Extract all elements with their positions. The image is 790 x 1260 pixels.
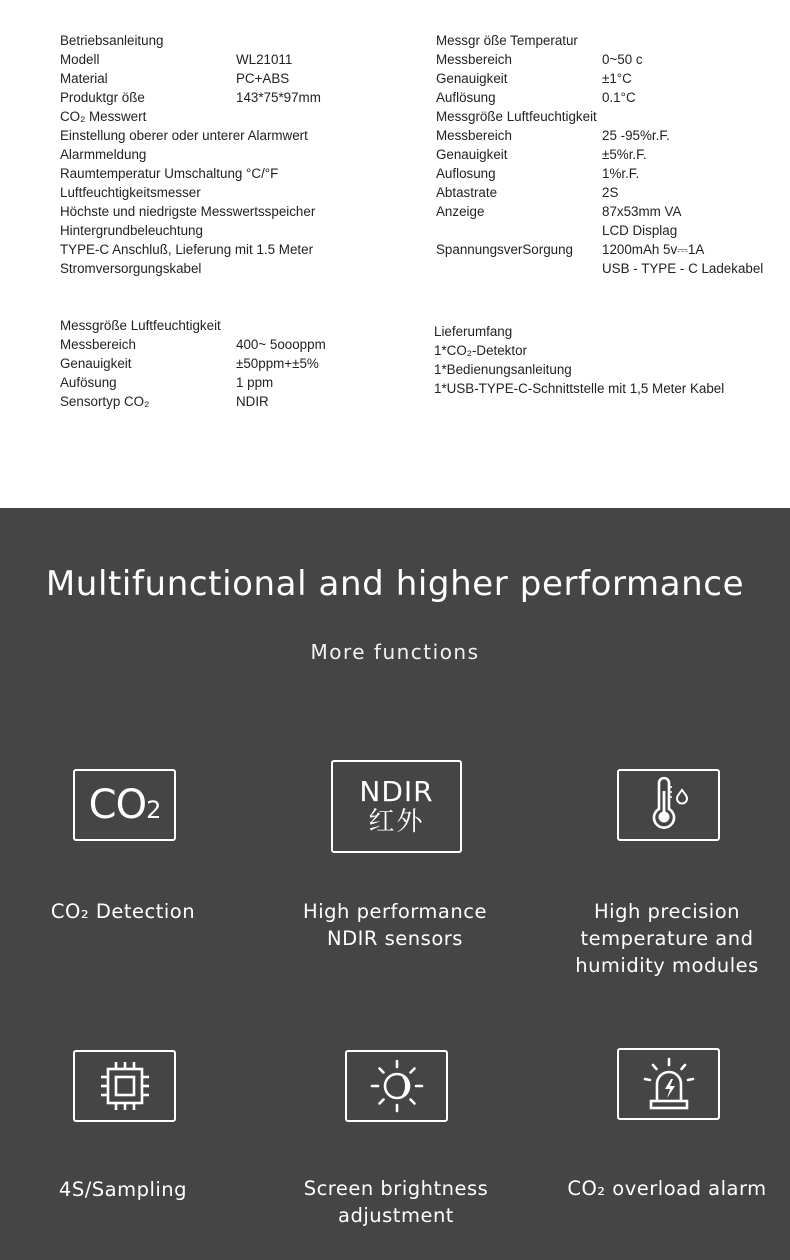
- spec-value: WL21011: [236, 52, 293, 67]
- spec-row: [60, 240, 315, 259]
- spec-row: [436, 88, 636, 107]
- spec-label: Auflösung: [436, 90, 496, 105]
- spec-label: Genauigkeit: [60, 356, 132, 371]
- spec-row: [60, 50, 315, 69]
- spec-label: Raumtemperatur Umschaltung °C/°F: [60, 166, 279, 181]
- spec-label: Auflosung: [436, 166, 496, 181]
- spec-label: Genauigkeit: [436, 71, 508, 86]
- spec-label: Messgröße Luftfeuchtigkeit: [436, 109, 597, 124]
- co2-icon-sub: 2: [146, 796, 161, 824]
- spec-value: ±50ppm+±5%: [236, 356, 319, 371]
- spec-label: TYPE-C Anschluß, Lieferung mit 1.5 Meter: [60, 242, 314, 257]
- spec-value: NDIR: [236, 394, 269, 409]
- ndir-icon-line2: 红外: [368, 806, 425, 837]
- spec-label: Messbereich: [60, 337, 136, 352]
- spec-row: [436, 107, 597, 126]
- spec-row: [60, 316, 221, 335]
- spec-label: Stromversorgungskabel: [60, 261, 202, 276]
- spec-label: 1*CO₂-Detektor: [434, 343, 528, 358]
- spec-label: SpannungsverSorgung: [436, 242, 573, 257]
- spec-value: 400~ 5oooppm: [236, 337, 326, 352]
- alarm-beacon-svg: [642, 1056, 696, 1112]
- spec-row: [434, 360, 724, 379]
- spec-row: [436, 69, 632, 88]
- spec-value: 1 ppm: [236, 375, 274, 390]
- spec-row: [60, 145, 315, 164]
- feature-label-co2-detection: CO₂ Detection: [50, 900, 196, 923]
- spec-row: [436, 259, 764, 278]
- feature-label-temp-humidity: High precision temperature and humidity modules: [575, 900, 759, 977]
- chip-svg: [98, 1059, 152, 1113]
- thermometer-droplet-icon: [617, 769, 720, 841]
- co2-icon-main: CO: [88, 782, 147, 828]
- spec-block-general: [60, 31, 321, 278]
- spec-row: [60, 69, 315, 88]
- spec-label: Anzeige: [436, 204, 485, 219]
- spec-label: Modell: [60, 52, 100, 67]
- feature-label-ndir-sensor: High performance NDIR sensors: [303, 900, 487, 950]
- spec-block-scope-of-delivery: [434, 322, 724, 398]
- spec-row: [60, 392, 269, 411]
- spec-value: USB - TYPE - C Ladekabel: [602, 261, 764, 276]
- spec-label: Betriebsanleitung: [60, 33, 164, 48]
- spec-value: 25 -95%r.F.: [602, 128, 670, 143]
- spec-label: Lieferumfang: [434, 324, 513, 339]
- spec-row: [436, 164, 640, 183]
- spec-label: Einstellung oberer oder unterer Alarmwert: [60, 128, 308, 143]
- spec-row: [436, 145, 647, 164]
- spec-label: Höchste und niedrigste Messwertsspeicher: [60, 204, 316, 219]
- spec-row: [60, 88, 321, 107]
- spec-label: 1*Bedienungsanleitung: [434, 362, 572, 377]
- spec-label: Messbereich: [436, 52, 512, 67]
- spec-block-temperature-humidity: [436, 31, 764, 278]
- spec-row: [436, 183, 619, 202]
- spec-row: [436, 126, 670, 145]
- spec-row: [434, 341, 724, 360]
- spec-value: LCD Displag: [602, 223, 678, 238]
- spec-label: 1*USB-TYPE-C-Schnittstelle mit 1,5 Meter Kabel: [434, 381, 725, 396]
- spec-label: Aufösung: [60, 375, 117, 390]
- ndir-icon-line1: NDIR: [359, 774, 434, 808]
- feature-label-sampling: 4S/Sampling: [58, 1178, 188, 1201]
- section-headline: Multifunctional and higher performance: [45, 564, 745, 604]
- spec-value: 1%r.F.: [602, 166, 640, 181]
- spec-row: [434, 379, 724, 398]
- spec-label: Messgr öße Temperatur: [436, 33, 578, 48]
- spec-value: 87x53mm VA: [602, 204, 682, 219]
- spec-row: [60, 335, 326, 354]
- thermometer-droplet-svg: [644, 777, 694, 833]
- spec-row: [60, 202, 315, 221]
- spec-label: Messgröße Luftfeuchtigkeit: [60, 318, 221, 333]
- spec-value: ±1°C: [602, 71, 632, 86]
- spec-label: Produktgr öße: [60, 90, 145, 105]
- feature-label-co2-alarm: CO₂ overload alarm: [567, 1177, 767, 1200]
- brightness-sun-icon: [345, 1050, 448, 1122]
- spec-label: Luftfeuchtigkeitsmesser: [60, 185, 201, 200]
- spec-row: [436, 202, 682, 221]
- spec-row: [436, 221, 678, 240]
- spec-row: [60, 126, 315, 145]
- spec-row: [60, 221, 315, 240]
- spec-label: Sensortyp CO₂: [60, 394, 150, 409]
- spec-row: [60, 259, 315, 278]
- spec-value: 1200mAh 5v⎓1A: [602, 242, 705, 257]
- co2-text-icon: [73, 769, 176, 841]
- spec-row: [60, 373, 274, 392]
- ndir-text-icon: [331, 760, 462, 853]
- features-section: [0, 508, 790, 1260]
- spec-row: [434, 322, 724, 341]
- spec-label: Messbereich: [436, 128, 512, 143]
- spec-row: [60, 354, 319, 373]
- spec-label: Alarmmeldung: [60, 147, 147, 162]
- spec-block-co2: [60, 316, 326, 411]
- spec-value: ±5%r.F.: [602, 147, 647, 162]
- spec-value: PC+ABS: [236, 71, 290, 86]
- spec-value: 0.1°C: [602, 90, 636, 105]
- section-subheadline: More functions: [310, 640, 480, 664]
- spec-row: [60, 31, 315, 50]
- spec-value: 143*75*97mm: [236, 90, 321, 105]
- spec-row: [436, 50, 643, 69]
- spec-value: 0~50 c: [602, 52, 643, 67]
- spec-label: Hintergrundbeleuchtung: [60, 223, 203, 238]
- spec-value: 2S: [602, 185, 619, 200]
- feature-label-brightness: Screen brightness adjustment: [303, 1177, 489, 1227]
- spec-label: Abtastrate: [436, 185, 498, 200]
- spec-row: [60, 183, 315, 202]
- spec-label: Genauigkeit: [436, 147, 508, 162]
- spec-label: CO₂ Messwert: [60, 109, 147, 124]
- spec-row: [60, 164, 315, 183]
- spec-row: [436, 240, 705, 259]
- spec-row: [60, 107, 315, 126]
- chip-icon: [73, 1050, 176, 1122]
- spec-row: [436, 31, 597, 50]
- spec-label: Material: [60, 71, 108, 86]
- brightness-sun-svg: [369, 1058, 425, 1114]
- alarm-beacon-icon: [617, 1048, 720, 1120]
